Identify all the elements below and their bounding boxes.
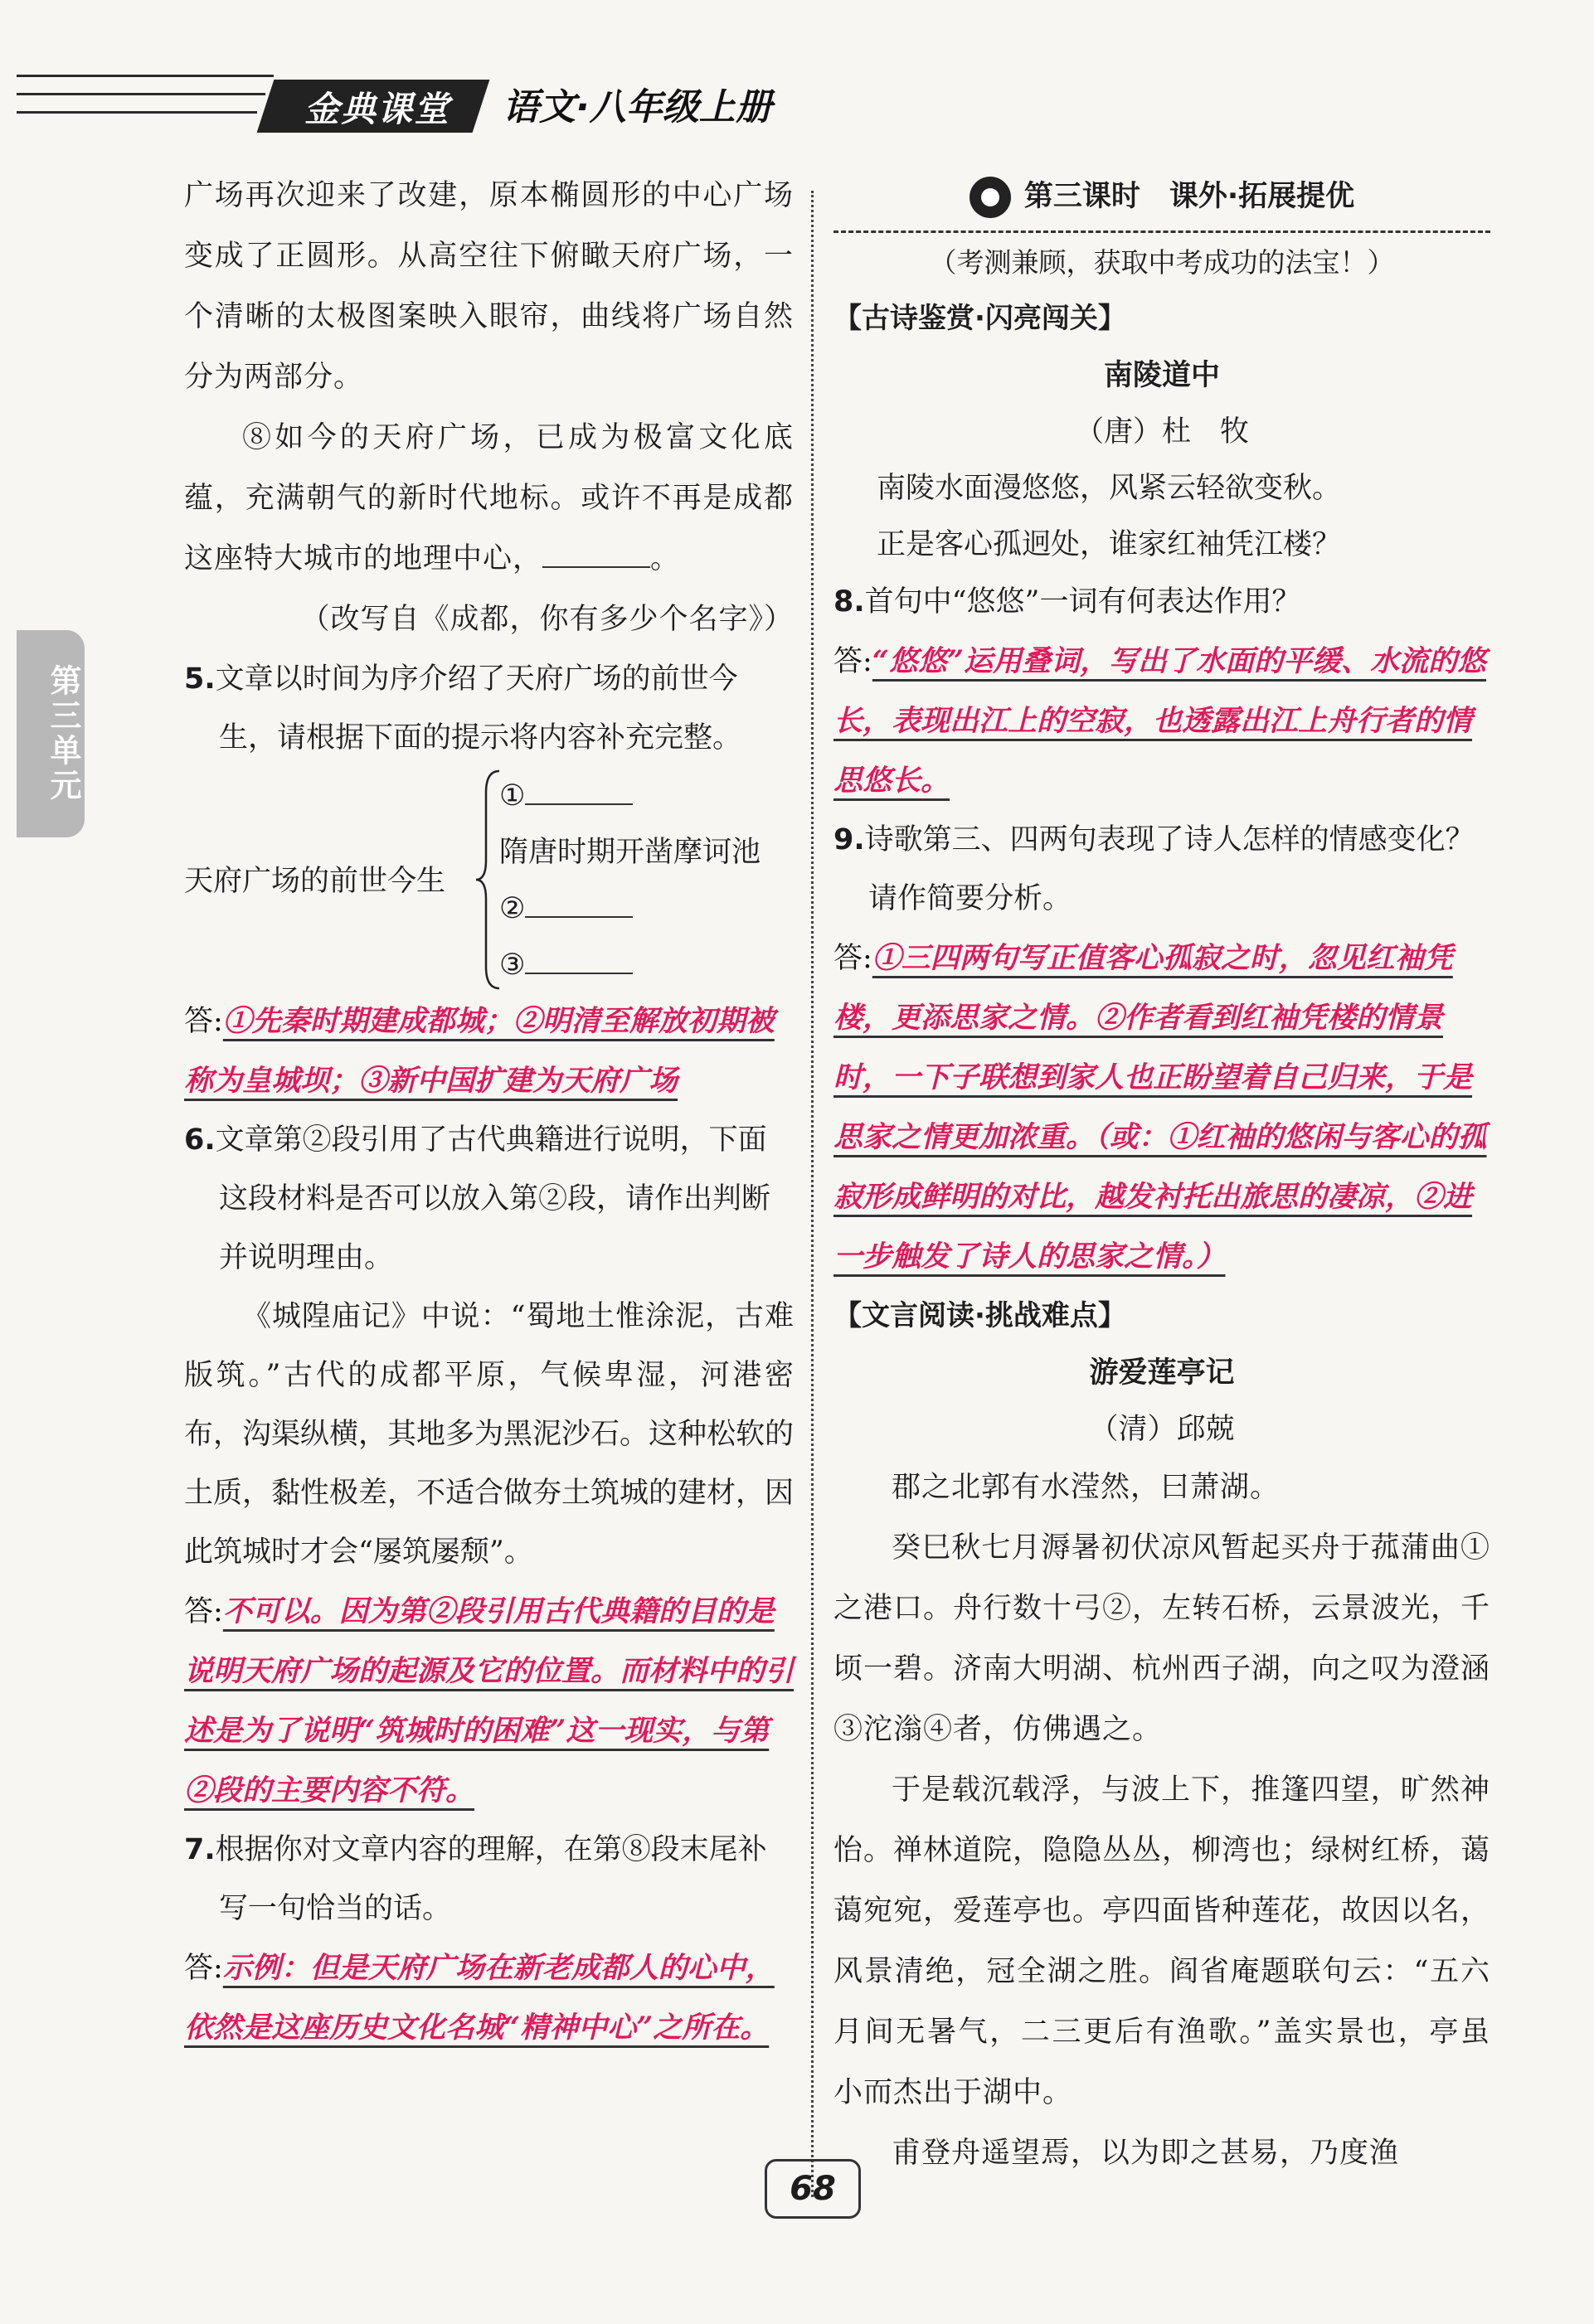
timeline-item: 隋唐时期开凿摩诃池 [499,836,761,869]
question-text: 根据你对文章内容的理解，在第⑧段末尾补写一句恰当的话。 [215,1833,767,1925]
poem-author: （唐）杜 牧 [1074,415,1249,449]
answer-text: ①先秦时期建成都城；②明清至解放初期被称为皇城坝；③新中国扩建为天府广场 [184,1004,775,1098]
question-text: 诗歌第三、四两句表现了诗人怎样的情感变化？请作简要分析。 [864,823,1475,915]
answer-5 [184,992,794,1111]
lesson-heading [833,166,1490,227]
question-8 [833,573,1490,632]
answer-label: 答: [833,942,872,975]
source-note: （改写自《成都，你有多少个名字》） [300,603,794,636]
answer-text: “悠悠”运用叠词，写出了水面的平缓、水流的悠长，表现出江上的空寂，也透露出江上舟行者的情思悠长。 [833,644,1487,798]
timeline-item [499,768,761,824]
answer-text: 示例：但是天府广场在新老成都人的心中，依然是这座历史文化名城“精神中心”之所在。 [184,1951,775,2045]
timeline-item-label: ① [499,779,526,813]
answer-blank [525,972,633,974]
prose-paragraph: 甫登舟遥望焉，以为即之甚易，乃度渔 [892,2137,1400,2170]
answer-8 [833,632,1490,811]
answer-6 [184,1582,794,1821]
paragraph-continued: 广场再次迎来了改建，原本椭圆形的中心广场变成了正圆形。从高空往下俯瞰天府广场，一个清晰的太极图案映入眼帘，曲线将广场自然分为两部分。 [184,179,794,394]
question-6 [184,1111,794,1288]
question-text: 首句中“悠悠”一词有何表达作用？ [864,585,1301,619]
page-header [0,50,1594,141]
answer-9 [833,929,1490,1287]
question-number: 8. [833,585,865,619]
paragraph-8 [184,408,794,589]
answer-7 [184,1938,794,2058]
header-rule [17,75,274,77]
prose-title: 游爱莲亭记 [1089,1356,1235,1390]
unit-tab: 第三单元 [17,630,85,837]
timeline-item [499,881,761,937]
answer-label: 答: [184,1005,223,1038]
header-rule [17,93,265,95]
book-title: 语文·八年级上册 [503,86,772,129]
question-9 [833,811,1490,929]
timeline-item-label: ③ [499,949,526,982]
header-rule [17,111,257,114]
target-icon [970,177,1011,218]
timeline-diagram [184,768,794,992]
page-number: 68 [765,2159,861,2219]
poem-line: 正是客心孤迥处，谁家红袖凭江楼？ [877,528,1342,561]
timeline-item [499,937,761,993]
timeline-items [499,768,761,993]
poem-line: 南陵水面漫悠悠，风紧云轻欲变秋。 [877,472,1342,505]
paragraph-8-end: 。 [650,542,681,575]
column-divider [811,191,814,2197]
lesson-subtitle: （考测兼顾，获取中考成功的法宝！） [929,246,1395,279]
quoted-material: 《城隍庙记》中说：“蜀地土惟涂泥，古难版筑。”古代的成都平原，气候卑湿，河港密布，沟渠纵横，其地多为黑泥沙石。这种松软的土质，黏性极差，不适合做夯土筑城的建材，因此筑城时才会“屡筑屡颓”。 [184,1300,795,1569]
section-classical: 【文言阅读·挑战难点】 [833,1299,1126,1332]
left-column [184,166,794,2058]
paragraph-8-text: ⑧如今的天府广场，已成为极富文化底蕴，充满朝气的新时代地标。或许不再是成都这座特大城市的地理中心， [184,421,794,575]
brand-logo: 金典课堂 [304,89,450,129]
answer-blank [525,803,633,805]
question-number: 5. [184,662,216,696]
question-number: 7. [184,1833,216,1866]
answer-label: 答: [184,1595,223,1628]
question-text: 文章第②段引用了古代典籍进行说明，下面这段材料是否可以放入第②段，请作出判断并说明理由。 [215,1123,771,1274]
question-number: 6. [184,1123,216,1157]
question-5 [184,650,794,768]
question-7 [184,1821,794,1938]
answer-blank [525,915,633,918]
section-poetry: 【古诗鉴赏·闪亮闯关】 [833,302,1126,335]
timeline-root: 天府广场的前世今生 [184,865,446,898]
answer-blank [542,565,650,568]
lesson-title: 第三课时 课外·拓展提优 [1023,180,1355,213]
answer-text: ①三四两句写正值客心孤寂之时，忽见红袖凭楼，更添思家之情。②作者看到红袖凭楼的情景时，一下子联想到家人也正盼望着自己归来，于是思家之情更加浓重。（或：①红袖的悠闲与客心的孤寂形成鲜明的对比，越发衬托出旅思的凄凉，②进一步触发了诗人的思家之情。） [833,941,1487,1274]
answer-label: 答: [833,645,872,678]
prose-paragraph: 郡之北郭有水滢然，曰萧湖。 [892,1471,1281,1504]
prose-paragraph: 癸巳秋七月溽暑初伏凉风暂起买舟于菰蒲曲①之港口。舟行数十弓②，左转石桥，云景波光，千顷一碧。济南大明湖、杭州西子湖，向之叹为澄涵③沱滃④者，仿佛遇之。 [833,1531,1491,1746]
timeline-item-label: ② [499,892,526,925]
dashed-rule [833,230,1490,233]
question-number: 9. [833,823,865,856]
question-text: 文章以时间为序介绍了天府广场的前世今生，请根据下面的提示将内容补充完整。 [215,662,742,754]
prose-paragraph: 于是载沉载浮，与波上下，推篷四望，旷然神怡。禅林道院，隐隐丛丛，柳湾也；绿树红桥，蔼蔼宛宛，爱莲亭也。亭四面皆种莲花，故因以名，风景清绝，冠全湖之胜。阎省庵题联句云：“五六月间无暑气，二三更后有渔歌。”盖实景也，亭虽小而杰出于湖中。 [833,1773,1491,2109]
answer-label: 答: [184,1952,223,1985]
poem-title: 南陵道中 [1103,359,1220,392]
answer-text: 不可以。因为第②段引用古代典籍的目的是说明天府广场的起源及它的位置。而材料中的引述是为了说明“筑城时的困难”这一现实，与第②段的主要内容不符。 [184,1594,795,1807]
prose-author: （清）邱兢 [1089,1413,1235,1446]
right-column [833,166,1490,2184]
